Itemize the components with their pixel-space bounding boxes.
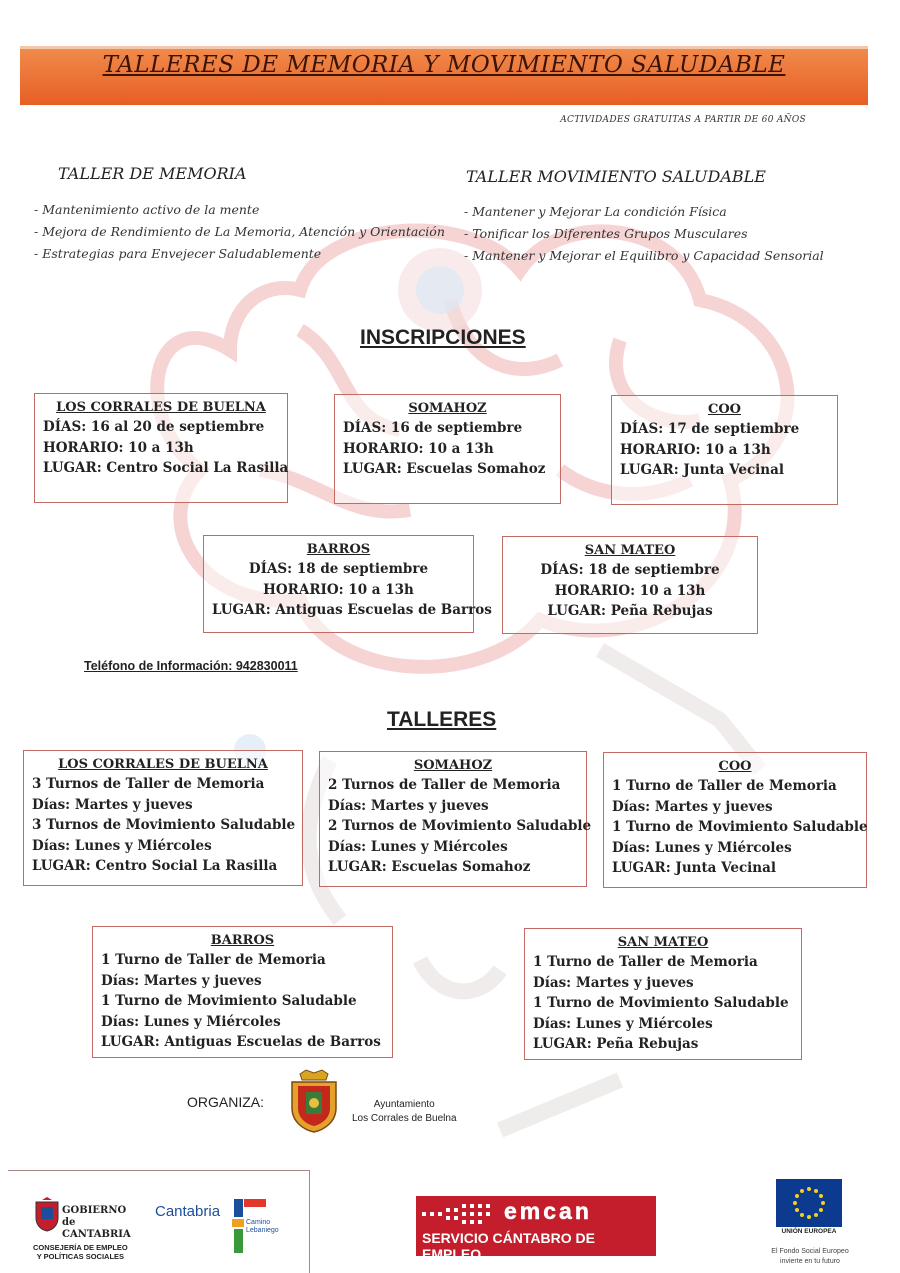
movimiento-list	[464, 201, 824, 267]
box-title: BARROS	[306, 542, 371, 557]
box-dias: DÍAS: 16 de septiembre	[343, 420, 523, 436]
box-title: COO	[708, 402, 741, 417]
box-title: SAN MATEO	[617, 935, 709, 950]
box-lugar: LUGAR: Junta Vecinal	[620, 462, 784, 478]
box-title: BARROS	[210, 933, 275, 948]
list-item: - Mantener y Mejorar el Equilibro y Capacidad Sensorial	[464, 248, 824, 263]
list-item: - Mantenimiento activo de la mente	[34, 202, 260, 217]
emcan-brand: emcan	[504, 1198, 592, 1224]
phone-info: Teléfono de Información: 942830011	[84, 659, 298, 673]
box-line: LUGAR: Antiguas Escuelas de Barros	[101, 1034, 381, 1050]
box-line: 3 Turnos de Taller de Memoria	[32, 776, 265, 792]
gobierno-shield-icon	[34, 1196, 60, 1232]
organiza-name	[352, 1098, 457, 1126]
organiza-line2: Los Corrales de Buelna	[352, 1113, 457, 1124]
emcan-service: SERVICIO CÁNTABRO DE EMPLEO	[422, 1230, 595, 1262]
box-line: Días: Martes y jueves	[328, 797, 489, 814]
box-line: 1 Turno de Movimiento Saludable	[101, 993, 357, 1009]
box-line: Días: Martes y jueves	[101, 972, 262, 989]
taller-box-sanmateo	[524, 928, 802, 1060]
organiza-label: ORGANIZA:	[187, 1094, 265, 1110]
eu-label: UNIÓN EUROPEA	[781, 1228, 837, 1235]
box-line: Días: Lunes y Miércoles	[32, 837, 212, 854]
box-horario: HORARIO: 10 a 13h	[343, 440, 494, 457]
movimiento-title: TALLER MOVIMIENTO SALUDABLE	[466, 167, 766, 186]
box-line: Días: Lunes y Miércoles	[328, 838, 508, 855]
box-lugar: LUGAR: Centro Social La Rasilla	[43, 460, 289, 476]
box-line: 2 Turnos de Movimiento Saludable	[328, 818, 592, 834]
inscripcion-box-somahoz	[334, 394, 561, 504]
consejeria-text	[33, 1243, 128, 1261]
box-title: SOMAHOZ	[413, 758, 493, 773]
box-title: LOS CORRALES DE BUELNA	[58, 757, 268, 772]
consejeria-line: Y POLÍTICAS SOCIALES	[36, 1252, 125, 1261]
camino-line: Camino	[246, 1219, 271, 1226]
box-dias: DÍAS: 16 al 20 de septiembre	[43, 419, 265, 435]
box-title: SAN MATEO	[584, 543, 676, 558]
organiza-line1: Ayuntamiento	[373, 1099, 435, 1110]
inscripcion-box-coo	[611, 395, 838, 505]
taller-box-barros	[92, 926, 393, 1058]
eu-fondo-line: invierte en tu futuro	[780, 1258, 840, 1265]
memoria-title: TALLER DE MEMORIA	[58, 164, 247, 183]
list-item: - Mejora de Rendimiento de La Memoria, Atención y Orientación	[34, 224, 445, 239]
box-line: Días: Martes y jueves	[32, 796, 193, 813]
box-horario: HORARIO: 10 a 13h	[43, 439, 194, 456]
box-title: COO	[718, 759, 752, 774]
inscripcion-box-corrales	[34, 393, 288, 503]
list-item: - Tonificar los Diferentes Grupos Musculares	[464, 226, 748, 241]
taller-box-corrales	[23, 750, 303, 886]
camino-text	[246, 1219, 279, 1235]
eu-fondo-line: El Fondo Social Europeo	[771, 1248, 849, 1255]
box-line: LUGAR: Escuelas Somahoz	[328, 859, 531, 875]
box-line: 3 Turnos de Movimiento Saludable	[32, 817, 296, 833]
box-title: LOS CORRALES DE BUELNA	[56, 400, 266, 415]
coat-of-arms-icon	[288, 1068, 340, 1134]
box-line: 1 Turno de Movimiento Saludable	[612, 819, 868, 835]
box-line: Días: Lunes y Miércoles	[101, 1013, 281, 1030]
talleres-heading: TALLERES	[387, 708, 497, 731]
box-line: Días: Martes y jueves	[612, 798, 773, 815]
box-horario: HORARIO: 10 a 13h	[620, 441, 771, 458]
taller-box-coo	[603, 752, 867, 888]
box-line: 1 Turno de Taller de Memoria	[533, 954, 758, 970]
emcan-dots-icon	[422, 1204, 492, 1224]
box-line: Días: Martes y jueves	[533, 974, 694, 991]
subtitle: ACTIVIDADES GRATUITAS A PARTIR DE 60 AÑOS	[560, 115, 806, 125]
box-lugar: LUGAR: Antiguas Escuelas de Barros	[212, 602, 492, 618]
box-lugar: LUGAR: Peña Rebujas	[547, 603, 713, 619]
box-line: Días: Lunes y Miércoles	[533, 1015, 713, 1032]
eu-flag-icon	[776, 1179, 842, 1227]
page-title: TALLERES DE MEMORIA Y MOVIMIENTO SALUDABLE	[102, 52, 786, 78]
box-dias: DÍAS: 17 de septiembre	[620, 421, 800, 437]
box-dias: DÍAS: 18 de septiembre	[540, 562, 720, 578]
box-line: 2 Turnos de Taller de Memoria	[328, 777, 561, 793]
memoria-list	[34, 199, 445, 265]
list-item: - Mantener y Mejorar La condición Física	[464, 204, 727, 219]
box-line: 1 Turno de Movimiento Saludable	[533, 995, 789, 1011]
emcan-logo	[416, 1196, 656, 1262]
eu-fondo-text	[760, 1247, 860, 1267]
inscripcion-box-barros	[203, 535, 492, 633]
gobierno-line: GOBIERNO	[62, 1205, 127, 1216]
gobierno-line: CANTABRIA	[62, 1229, 131, 1240]
box-line: Días: Lunes y Miércoles	[612, 839, 792, 856]
box-horario: HORARIO: 10 a 13h	[263, 581, 414, 598]
box-line: 1 Turno de Taller de Memoria	[612, 778, 837, 794]
list-item: - Estrategias para Envejecer Saludablemente	[34, 246, 322, 261]
box-dias: DÍAS: 18 de septiembre	[248, 561, 429, 577]
gobierno-line: de	[62, 1217, 76, 1228]
box-line: 1 Turno de Taller de Memoria	[101, 952, 326, 968]
inscripciones-heading: INSCRIPCIONES	[360, 326, 526, 349]
box-horario: HORARIO: 10 a 13h	[554, 582, 706, 599]
box-lugar: LUGAR: Escuelas Somahoz	[343, 461, 546, 477]
gobierno-text	[62, 1205, 131, 1241]
box-line: LUGAR: Junta Vecinal	[612, 860, 776, 876]
box-line: LUGAR: Peña Rebujas	[533, 1036, 699, 1052]
camino-line: Lebaniego	[246, 1227, 279, 1234]
taller-box-somahoz	[319, 751, 592, 887]
box-line: LUGAR: Centro Social La Rasilla	[32, 858, 278, 874]
inscripcion-box-sanmateo	[502, 536, 758, 634]
eu-stars-icon	[776, 1179, 842, 1227]
consejeria-line: CONSEJERÍA DE EMPLEO	[33, 1243, 128, 1252]
box-title: SOMAHOZ	[408, 401, 487, 416]
cantabria-logo-text: Cantabria	[155, 1203, 221, 1220]
